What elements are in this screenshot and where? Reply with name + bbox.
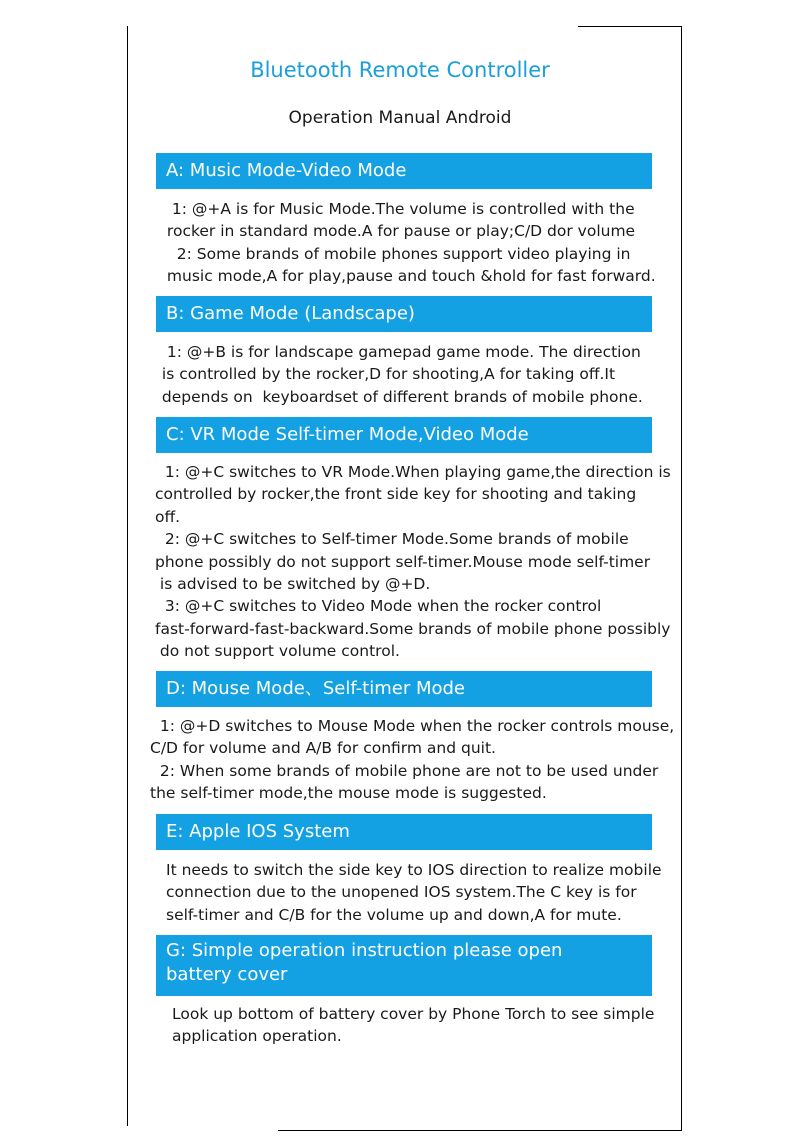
section-a-header: A: Music Mode-Video Mode — [156, 153, 652, 189]
section-c-line: do not support volume control. — [155, 642, 400, 661]
document-subtitle: Operation Manual Android — [288, 108, 512, 128]
section-e-header: E: Apple IOS System — [156, 814, 652, 850]
section-d-line: 1: @+D switches to Mouse Mode when the rocker controls mouse, — [150, 717, 675, 735]
section-c-line: fast-forward-fast-backward.Some brands of mobile phone possibly — [155, 619, 671, 638]
section-c-line: controlled by rocker,the front side key for shooting and taking — [155, 485, 637, 504]
section-c-line: 2: @+C switches to Self-timer Mode.Some brands of mobile — [155, 530, 629, 549]
frame-left-line — [127, 26, 128, 1126]
section-b-header: B: Game Mode (Landscape) — [156, 296, 652, 332]
section-a-line: rocker in standard mode.A for pause or play;C/D dor volume — [162, 222, 636, 241]
section-g-header-line: G: Simple operation instruction please open — [166, 940, 563, 961]
frame-bottom-line — [278, 1130, 682, 1131]
frame-top-line — [578, 26, 682, 27]
section-g-line: application operation. — [172, 1027, 342, 1046]
section-a-line: 1: @+A is for Music Mode.The volume is controlled with the — [162, 200, 635, 218]
section-d-line: the self-timer mode,the mouse mode is suggested. — [150, 784, 547, 803]
section-d-body — [150, 715, 674, 805]
section-g-line: Look up bottom of battery cover by Phone Torch to see simple — [172, 1005, 655, 1023]
section-d-line: C/D for volume and A/B for confirm and quit. — [150, 739, 496, 758]
section-a-body — [162, 198, 656, 288]
section-c-line: off. — [155, 507, 181, 526]
section-g-body — [172, 1003, 654, 1048]
section-g-header — [156, 935, 652, 996]
section-d-header: D: Mouse Mode、Self-timer Mode — [156, 671, 652, 707]
section-b-line: depends on keyboardset of different brands of mobile phone. — [157, 387, 643, 406]
section-c-body — [155, 461, 671, 663]
section-c-line: phone possibly do not support self-timer.Mouse mode self-timer — [155, 552, 651, 571]
section-a-line: 2: Some brands of mobile phones support video playing in — [162, 244, 631, 263]
section-c-line: 1: @+C switches to VR Mode.When playing game,the direction is — [155, 463, 671, 481]
section-e-line: self-timer and C/B for the volume up and down,A for mute. — [166, 905, 622, 924]
frame-right-line — [681, 26, 682, 1131]
section-c-header: C: VR Mode Self-timer Mode,Video Mode — [156, 417, 652, 453]
section-g-header-line: battery cover — [166, 964, 288, 985]
section-a-line: music mode,A for play,pause and touch &hold for fast forward. — [162, 267, 656, 286]
section-e-body — [166, 859, 662, 926]
section-c-line: 3: @+C switches to Video Mode when the rocker control — [155, 597, 602, 616]
section-e-line: connection due to the unopened IOS system.The C key is for — [166, 883, 637, 902]
section-b-line: is controlled by the rocker,D for shooting,A for taking off.It — [157, 365, 616, 384]
section-d-line: 2: When some brands of mobile phone are not to be used under — [150, 761, 659, 780]
section-b-body — [157, 341, 643, 408]
section-b-line: 1: @+B is for landscape gamepad game mode. The direction — [157, 343, 641, 361]
section-c-line: is advised to be switched by @+D. — [155, 575, 431, 594]
document-title: Bluetooth Remote Controller — [250, 58, 550, 82]
section-e-line: It needs to switch the side key to IOS direction to realize mobile — [166, 861, 662, 879]
